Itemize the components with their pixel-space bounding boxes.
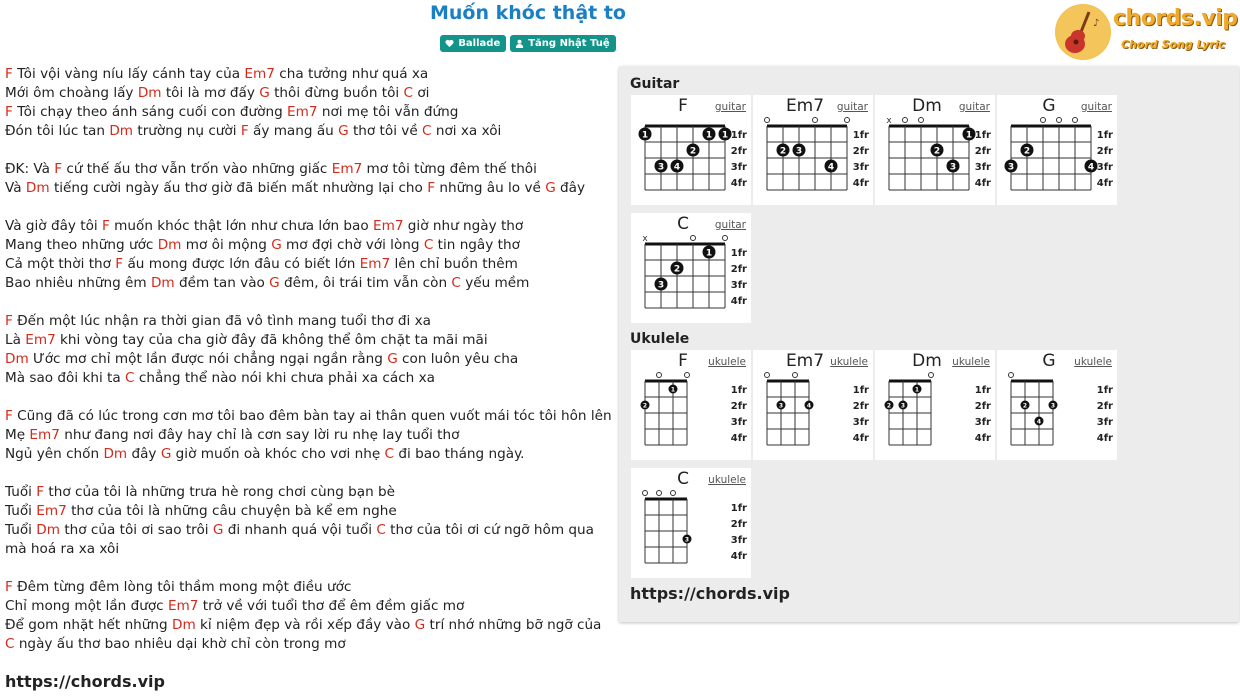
svg-text:1: 1: [705, 130, 713, 141]
lyric-text: trí nhớ những bỡ ngỡ của: [425, 617, 602, 633]
lyric-text: đêm, ôi trái tim vẫn còn: [279, 275, 452, 291]
chord-link[interactable]: G: [212, 522, 224, 538]
chord-name: G: [1042, 96, 1056, 116]
svg-text:2fr: 2fr: [730, 519, 747, 530]
chord-link[interactable]: G: [545, 180, 556, 196]
chord-name: F: [678, 96, 688, 116]
lyric-text: ấy mang ấu: [248, 123, 339, 139]
svg-text:2: 2: [1023, 146, 1031, 157]
svg-text:3fr: 3fr: [974, 417, 991, 428]
tag-artist-label: Tăng Nhật Tuệ: [528, 38, 610, 49]
svg-text:3: 3: [778, 402, 784, 410]
lyric-line: [5, 331, 615, 350]
lyric-text: nơi xa xôi: [431, 123, 502, 139]
svg-text:1fr: 1fr: [1096, 130, 1113, 141]
lyric-text: yếu mềm: [460, 275, 530, 291]
lyric-blank-line: [5, 141, 615, 160]
svg-text:2: 2: [933, 146, 941, 157]
lyric-text: cha tưởng như quá xa: [274, 66, 429, 82]
lyric-line: [5, 483, 615, 502]
guitar-chord-card-dm[interactable]: [875, 95, 995, 205]
logo-text: chords.vip: [1113, 6, 1238, 31]
svg-text:4: 4: [673, 162, 681, 173]
lyric-text: ngày ấu thơ bao nhiêu dại khờ chỉ còn trong mơ: [14, 636, 346, 652]
ukulele-chord-card-dm[interactable]: [875, 350, 995, 460]
lyric-text: Để gom nhặt hết những: [5, 617, 172, 633]
lyric-text: mơ đợi chờ với lòng: [281, 237, 424, 253]
svg-text:3fr: 3fr: [1096, 417, 1113, 428]
svg-text:1fr: 1fr: [974, 385, 991, 396]
svg-text:2: 2: [1022, 402, 1028, 410]
lyric-line: [5, 217, 615, 236]
svg-text:2fr: 2fr: [974, 401, 991, 412]
lyric-text: trường nụ cười: [133, 123, 241, 139]
lyric-text: khi vòng tay của cha giờ đây đã không thể ôm chặt ta mãi mãi: [55, 332, 488, 348]
svg-text:1: 1: [914, 386, 920, 394]
svg-text:3: 3: [657, 280, 665, 291]
svg-text:4: 4: [1087, 162, 1095, 173]
chord-link[interactable]: F: [427, 180, 436, 196]
lyrics-body: [5, 65, 615, 654]
lyric-line: [5, 84, 615, 103]
chord-link[interactable]: Dm: [150, 275, 175, 291]
chord-link[interactable]: F: [5, 313, 13, 329]
lyric-text: tin ngây thơ: [433, 237, 520, 253]
svg-text:3: 3: [900, 402, 906, 410]
chord-link[interactable]: G: [414, 617, 426, 633]
svg-text:2fr: 2fr: [730, 264, 747, 275]
lyric-line: [5, 521, 615, 559]
guitar-logo-icon: [1055, 4, 1111, 60]
svg-text:4: 4: [827, 162, 835, 173]
lyric-text: đi bao tháng ngày.: [394, 446, 525, 462]
lyric-line: [5, 445, 615, 464]
chord-link[interactable]: Em7: [331, 161, 363, 177]
chord-link[interactable]: F: [5, 104, 13, 120]
lyric-text: Cũng đã có lúc trong cơn mơ tôi bao đêm bàn tay ai thân quen vuốt mái tóc tôi hôn lên: [12, 408, 612, 424]
svg-text:4fr: 4fr: [1096, 433, 1113, 444]
chord-link[interactable]: Dm: [109, 123, 134, 139]
chord-link[interactable]: Em7: [29, 427, 60, 443]
svg-text:3fr: 3fr: [730, 535, 747, 546]
chord-link[interactable]: C: [423, 237, 434, 253]
chord-link[interactable]: Em7: [287, 104, 318, 120]
lyric-text: Mẹ: [5, 427, 30, 443]
heart-icon: [445, 39, 454, 48]
logo-subtitle: Chord Song Lyric: [1121, 38, 1226, 51]
lyric-line: [5, 578, 615, 597]
instrument-link[interactable]: ukulele: [708, 356, 746, 368]
svg-text:2: 2: [642, 402, 648, 410]
chord-link[interactable]: Dm: [157, 237, 182, 253]
svg-text:1fr: 1fr: [852, 130, 869, 141]
guitar-section-title: Guitar: [630, 76, 680, 92]
svg-text:x: x: [886, 116, 892, 126]
svg-text:3fr: 3fr: [730, 162, 747, 173]
guitar-chord-card-f[interactable]: [631, 95, 751, 205]
chord-link[interactable]: Dm: [103, 446, 128, 462]
lyric-text: mơ ôi mộng: [181, 237, 272, 253]
svg-text:3fr: 3fr: [852, 417, 869, 428]
svg-text:1: 1: [705, 248, 713, 259]
lyric-text: Đến một lúc nhận ra thời gian đã vô tình mang tuổi thơ đi xa: [12, 313, 431, 329]
chord-link[interactable]: Dm: [171, 617, 196, 633]
svg-text:4fr: 4fr: [730, 551, 747, 562]
lyric-text: Mang theo những ước: [5, 237, 158, 253]
svg-text:2: 2: [886, 402, 892, 410]
chord-link[interactable]: Em7: [25, 332, 56, 348]
lyric-line: [5, 635, 615, 654]
instrument-link[interactable]: guitar: [836, 101, 868, 113]
lyric-text: tôi là mơ đấy: [161, 85, 260, 101]
chord-link[interactable]: Dm: [25, 180, 50, 196]
tag-genre[interactable]: [440, 35, 506, 52]
svg-text:2fr: 2fr: [852, 401, 869, 412]
svg-text:3: 3: [949, 162, 957, 173]
instrument-link[interactable]: ukulele: [1074, 356, 1112, 368]
chord-link[interactable]: F: [36, 484, 45, 500]
lyric-line: [5, 426, 615, 445]
lyric-text: Đón tôi lúc tan: [5, 123, 110, 139]
svg-text:1fr: 1fr: [730, 248, 747, 259]
chord-name: Em7: [785, 96, 825, 116]
ukulele-chord-card-c[interactable]: [631, 468, 751, 578]
lyric-line: [5, 179, 615, 198]
instrument-link[interactable]: ukulele: [830, 356, 868, 368]
song-tags: [0, 35, 1056, 52]
lyric-line: [5, 407, 615, 426]
lyric-text: giờ muốn oà khóc cho vơi nhẹ: [171, 446, 385, 462]
chord-link[interactable]: Dm: [137, 85, 162, 101]
lyric-line: [5, 597, 615, 616]
svg-text:3fr: 3fr: [852, 162, 869, 173]
lyric-line: [5, 502, 615, 521]
lyric-text: Tuổi: [5, 484, 37, 500]
svg-text:3fr: 3fr: [730, 280, 747, 291]
ukulele-chord-card-f[interactable]: [631, 350, 751, 460]
chord-panel: [619, 66, 1239, 622]
lyric-text: Bao nhiêu những êm: [5, 275, 151, 291]
chord-link[interactable]: C: [422, 123, 432, 139]
chord-link[interactable]: Em7: [167, 598, 199, 614]
chord-link[interactable]: F: [240, 123, 249, 139]
chord-link[interactable]: F: [102, 218, 110, 234]
lyric-blank-line: [5, 198, 615, 217]
lyric-text: Chỉ mong một lần được: [5, 598, 168, 614]
song-title: Muốn khóc thật to: [430, 2, 626, 24]
svg-text:3: 3: [1007, 162, 1015, 173]
lyric-text: tiếng cười ngày ấu thơ giờ đã biến mất nhường lại cho: [49, 180, 428, 196]
footer-url[interactable]: https://chords.vip: [5, 672, 165, 691]
lyric-text: trở về với tuổi thơ để êm đềm giấc mơ: [198, 598, 465, 614]
svg-text:2: 2: [673, 264, 681, 275]
svg-text:1fr: 1fr: [730, 385, 747, 396]
chord-link[interactable]: C: [384, 446, 395, 462]
svg-text:2fr: 2fr: [730, 146, 747, 157]
panel-url[interactable]: https://chords.vip: [630, 584, 790, 603]
site-logo[interactable]: [1053, 2, 1238, 62]
svg-text:1: 1: [721, 130, 729, 141]
chord-name: C: [677, 469, 689, 489]
tag-genre-label: Ballade: [458, 38, 501, 49]
svg-text:3: 3: [795, 146, 803, 157]
svg-text:2fr: 2fr: [1096, 146, 1113, 157]
guitar-chord-card-g[interactable]: [997, 95, 1117, 205]
chord-link[interactable]: G: [259, 85, 270, 101]
lyric-line: [5, 369, 615, 388]
chord-name: C: [677, 214, 689, 234]
instrument-link[interactable]: guitar: [714, 101, 746, 113]
lyric-text: ĐK: Và: [5, 161, 55, 177]
svg-text:1: 1: [670, 386, 676, 394]
svg-text:2: 2: [689, 146, 697, 157]
svg-text:2fr: 2fr: [1096, 401, 1113, 412]
chord-link[interactable]: Em7: [36, 503, 67, 519]
lyric-text: đây: [555, 180, 586, 196]
instrument-link[interactable]: guitar: [1080, 101, 1112, 113]
lyric-line: [5, 616, 615, 635]
svg-text:3: 3: [1050, 402, 1056, 410]
lyric-text: thơ của tôi ơi cứ ngỡ hôm qua mà hoá ra xa xôi: [5, 522, 594, 557]
svg-text:2fr: 2fr: [974, 146, 991, 157]
svg-text:4: 4: [1036, 418, 1042, 426]
chord-name: G: [1042, 351, 1056, 371]
lyric-text: Cả một thời thơ: [5, 256, 116, 272]
lyric-text: những âu lo về: [435, 180, 546, 196]
lyric-blank-line: [5, 388, 615, 407]
svg-text:1: 1: [965, 130, 973, 141]
lyric-text: Và giờ đây tôi: [5, 218, 103, 234]
svg-text:2fr: 2fr: [730, 401, 747, 412]
lyric-line: [5, 236, 615, 255]
lyric-text: lên chỉ buồn thêm: [390, 256, 518, 272]
lyric-text: kỉ niệm đẹp và rồi xếp đầy vào: [195, 617, 415, 633]
instrument-link[interactable]: guitar: [958, 101, 990, 113]
lyric-line: [5, 160, 615, 179]
svg-text:3: 3: [657, 162, 665, 173]
svg-text:3fr: 3fr: [974, 162, 991, 173]
lyric-text: ơi: [413, 85, 430, 101]
chord-link[interactable]: C: [451, 275, 461, 291]
lyric-text: giờ như ngày thơ: [403, 218, 524, 234]
chord-link[interactable]: C: [403, 85, 414, 101]
lyric-line: [5, 255, 615, 274]
svg-text:1fr: 1fr: [974, 130, 991, 141]
lyric-text: cứ thế ấu thơ vẫn trốn vào những giấc: [62, 161, 332, 177]
tag-artist[interactable]: [510, 35, 615, 52]
chord-name: Dm: [912, 351, 942, 371]
chord-link[interactable]: Em7: [244, 66, 275, 82]
lyric-text: nơi mẹ tôi vẫn đứng: [317, 104, 459, 120]
lyric-line: [5, 103, 615, 122]
lyric-text: Tuổi: [5, 522, 37, 538]
svg-text:4fr: 4fr: [730, 433, 747, 444]
lyric-text: mơ tôi từng đêm thế thôi: [362, 161, 537, 177]
lyric-text: Ước mơ chỉ một lần được nói chẳng ngại ngần rằng: [28, 351, 388, 367]
lyric-text: Tôi vội vàng níu lấy cánh tay của: [12, 66, 245, 82]
instrument-link[interactable]: ukulele: [708, 474, 746, 486]
instrument-link[interactable]: guitar: [714, 219, 746, 231]
chord-link[interactable]: C: [376, 522, 386, 538]
svg-text:1: 1: [641, 130, 649, 141]
chord-link[interactable]: G: [269, 275, 280, 291]
chord-link[interactable]: F: [54, 161, 63, 177]
chord-link[interactable]: F: [115, 256, 124, 272]
chord-link[interactable]: C: [5, 636, 15, 652]
svg-text:3fr: 3fr: [730, 417, 747, 428]
lyric-text: đây: [127, 446, 161, 462]
lyric-text: Tôi chạy theo ánh sáng cuối con đường: [12, 104, 288, 120]
lyric-line: [5, 312, 615, 331]
lyric-line: [5, 122, 615, 141]
chord-name: Em7: [785, 351, 825, 371]
lyric-text: thơ của tôi ơi sao trôi: [60, 522, 213, 538]
svg-text:4fr: 4fr: [730, 296, 747, 307]
chord-name: F: [678, 351, 688, 371]
svg-text:3: 3: [684, 536, 690, 544]
lyric-line: [5, 350, 615, 369]
lyric-text: Đêm từng đêm lòng tôi thầm mong một điều ước: [12, 579, 352, 595]
guitar-chord-card-c[interactable]: [631, 213, 751, 323]
svg-text:4: 4: [806, 402, 812, 410]
ukulele-chord-card-g[interactable]: [997, 350, 1117, 460]
lyric-text: Là: [5, 332, 26, 348]
svg-text:4fr: 4fr: [1096, 178, 1113, 189]
chord-link[interactable]: F: [5, 408, 13, 424]
lyric-text: như đang nơi đây hay chỉ là cơn say lời ru nhẹ lay tuổi thơ: [59, 427, 460, 443]
chord-link[interactable]: G: [271, 237, 282, 253]
chord-link[interactable]: Dm: [5, 351, 29, 367]
chord-name: Dm: [912, 96, 942, 116]
lyric-text: thơ của tôi là những câu chuyện bà kể em nghe: [66, 503, 397, 519]
chord-link[interactable]: C: [125, 370, 135, 386]
svg-text:1fr: 1fr: [852, 385, 869, 396]
svg-text:4fr: 4fr: [852, 433, 869, 444]
lyric-text: thôi đừng buồn tôi: [269, 85, 404, 101]
svg-text:3fr: 3fr: [1096, 162, 1113, 173]
chord-link[interactable]: F: [5, 66, 13, 82]
instrument-link[interactable]: ukulele: [952, 356, 990, 368]
lyric-line: [5, 65, 615, 84]
lyric-text: đềm tan vào: [174, 275, 270, 291]
svg-text:2: 2: [779, 146, 787, 157]
lyric-text: Mới ôm choàng lấy: [5, 85, 138, 101]
lyric-text: thơ của tôi là những trưa hè rong chơi cùng bạn bè: [44, 484, 396, 500]
svg-text:1fr: 1fr: [1096, 385, 1113, 396]
lyric-text: Tuổi: [5, 503, 37, 519]
lyric-blank-line: [5, 464, 615, 483]
lyric-blank-line: [5, 293, 615, 312]
user-icon: [515, 39, 524, 48]
svg-text:4fr: 4fr: [974, 433, 991, 444]
lyric-text: con luôn yêu cha: [397, 351, 519, 367]
svg-text:4fr: 4fr: [974, 178, 991, 189]
chord-link[interactable]: G: [160, 446, 172, 462]
lyric-text: ấu mong được lớn đâu có biết lớn: [123, 256, 360, 272]
chord-link[interactable]: G: [338, 123, 349, 139]
ukulele-section-title: Ukulele: [630, 331, 690, 347]
guitar-chord-card-em7[interactable]: [753, 95, 873, 205]
chord-link[interactable]: G: [387, 351, 398, 367]
svg-text:1fr: 1fr: [730, 130, 747, 141]
chord-link[interactable]: Dm: [36, 522, 60, 538]
svg-text:4fr: 4fr: [730, 178, 747, 189]
lyric-text: chẳng thể nào nói khi chưa phải xa cách xa: [134, 370, 435, 386]
lyric-line: [5, 274, 615, 293]
svg-text:1fr: 1fr: [730, 503, 747, 514]
svg-text:4fr: 4fr: [852, 178, 869, 189]
chord-link[interactable]: Em7: [372, 218, 404, 234]
svg-text:x: x: [642, 234, 648, 244]
lyric-text: muốn khóc thật lớn như chưa lớn bao: [109, 218, 373, 234]
lyric-text: Ngủ yên chốn: [5, 446, 104, 462]
chord-link[interactable]: Em7: [359, 256, 391, 272]
lyric-blank-line: [5, 559, 615, 578]
svg-text:♪: ♪: [1093, 18, 1100, 29]
ukulele-chord-card-em7[interactable]: [753, 350, 873, 460]
lyric-text: Mà sao đôi khi ta: [5, 370, 126, 386]
chord-link[interactable]: F: [5, 579, 13, 595]
lyric-text: Và: [5, 180, 26, 196]
lyric-text: đi nhanh quá vội tuổi: [223, 522, 377, 538]
svg-text:2fr: 2fr: [852, 146, 869, 157]
lyric-text: thơ tôi về: [348, 123, 423, 139]
